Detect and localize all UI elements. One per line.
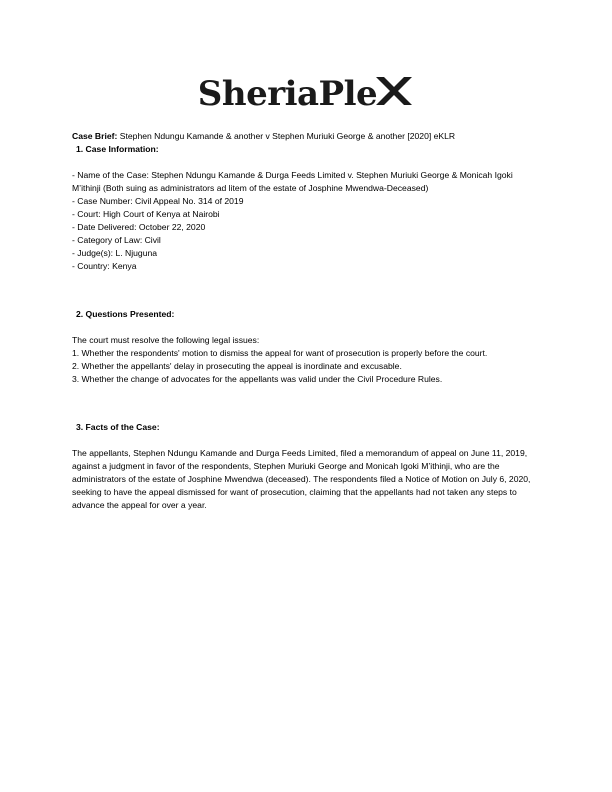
logo-wordmark: SheriaPle xyxy=(197,74,378,114)
question-item: 3. Whether the change of advocates for the appellants was valid under the Civil Procedure Rules. xyxy=(72,374,443,384)
facts-paragraph: The appellants, Stephen Ndungu Kamande and Durga Feeds Limited, filed a memorandum of appeal on June 11, 2019, against a judgment in favor of the respondents, Stephen Muriuki George and Monicah Igoki M’ithinji, who are the administrators of the estate of Josphine Mwendwa (deceased). The respondents filed a Notice of Motion on July 6, 2020, seeking to have the appeal dismissed for want of prosecution, claiming that the appellants had not taken any steps to advance the appeal for over a year. xyxy=(72,448,531,510)
question-item: 2. Whether the appellants' delay in prosecuting the appeal is inordinate and excusable. xyxy=(72,361,402,371)
logo-x-mark-icon xyxy=(374,71,414,111)
date-delivered-item: - Date Delivered: October 22, 2020 xyxy=(72,222,206,232)
case-brief-title: Stephen Ndungu Kamande & another v Stephen Muriuki George & another [2020] eKLR xyxy=(117,131,456,141)
question-item: 1. Whether the respondents' motion to dismiss the appeal for want of prosecution is properly before the court. xyxy=(72,348,488,358)
facts-heading: 3. Facts of the Case: xyxy=(76,422,160,432)
questions-intro: The court must resolve the following legal issues: xyxy=(72,335,260,345)
questions-heading: 2. Questions Presented: xyxy=(76,309,175,319)
case-brief-label: Case Brief: xyxy=(72,131,118,141)
case-brief-line xyxy=(72,130,542,143)
case-name-item: - Name of the Case: Stephen Ndungu Kamande & Durga Feeds Limited v. Stephen Muriuki George & Monicah Igoki M’ithinji (Both suing as administrators ad litem of the estate of Josphine Mwendwa-Deceased) xyxy=(72,170,513,193)
case-number-item: - Case Number: Civil Appeal No. 314 of 2019 xyxy=(72,196,244,206)
judges-item: - Judge(s): L. Njuguna xyxy=(72,248,158,258)
questions-section xyxy=(72,308,542,386)
case-information-section xyxy=(72,143,542,273)
country-item: - Country: Kenya xyxy=(72,261,137,271)
court-item: - Court: High Court of Kenya at Nairobi xyxy=(72,209,220,219)
category-item: - Category of Law: Civil xyxy=(72,235,161,245)
facts-section xyxy=(72,421,542,512)
document-body xyxy=(72,130,542,512)
case-information-heading: 1. Case Information: xyxy=(76,144,159,154)
sheriaplex-logo xyxy=(0,74,612,114)
